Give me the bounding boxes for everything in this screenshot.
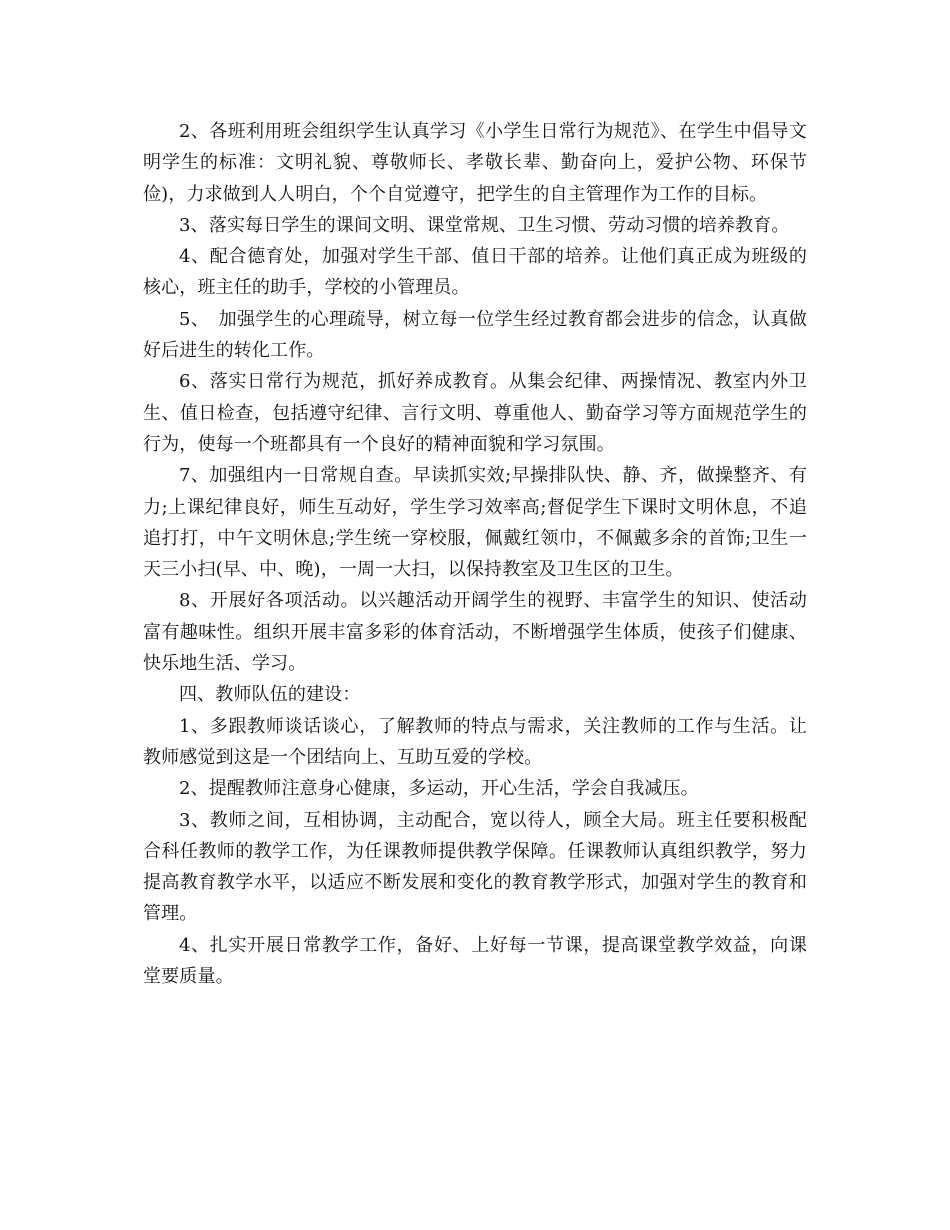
paragraph-teacher-cooperation: 3、教师之间，互相协调，主动配合，宽以待人，顾全大局。班主任要积极配合科任教师的教学工作，为任课教师提供教学保障。任课教师认真组织教学，努力提高教育教学水平，以适应不断发展和变化的教育教学形式，加强对学生的教育和管理。 — [143, 809, 807, 925]
paragraph-activities: 8、开展好各项活动。以兴趣活动开阔学生的视野、丰富学生的知识、使活动富有趣味性。组织开展丰富多彩的体育活动，不断增强学生体质，使孩子们健康、快乐地生活、学习。 — [143, 590, 807, 675]
section-heading-teacher-team: 四、教师队伍的建设： — [179, 684, 361, 706]
paragraph-student-cadres: 4、配合德育处，加强对学生干部、值日干部的培养。让他们真正成为班级的核心，班主任的助手，学校的小管理员。 — [143, 246, 807, 299]
paragraph-psychological-guidance: 5、 加强学生的心理疏导，树立每一位学生经过教育都会进步的信念，认真做好后进生的转化工作。 — [143, 308, 807, 362]
paragraph-class-meeting-norms: 2、各班利用班会组织学生认真学习《小学生日常行为规范》、在学生中倡导文明学生的标准：文明礼貌、尊敬师长、孝敬长辈、勤奋向上，爱护公物、环保节俭)，力求做到人人明白，个个自觉遵守，把学生的自主管理作为工作的目标。 — [143, 121, 807, 205]
paragraph-daily-self-check: 7、加强组内一日常规自查。早读抓实效;早操排队快、静、齐，做操整齐、有力;上课纪律良好，师生互动好，学生学习效率高;督促学生下课时文明休息，不追追打打，中午文明休息;学生统一穿校服，佩戴红领巾，不佩戴多余的首饰;卫生一天三小扫(早、中、晚)，一周一大扫，以保持教室及卫生区的卫生。 — [143, 465, 807, 581]
paragraph-daily-teaching: 4、扎实开展日常教学工作，备好、上好每一节课，提高课堂教学效益，向课堂要质量。 — [143, 934, 807, 988]
paragraph-teacher-talks: 1、多跟教师谈话谈心，了解教师的特点与需求，关注教师的工作与生活。让教师感觉到这是一个团结向上、互助互爱的学校。 — [143, 715, 807, 768]
document-body — [143, 116, 807, 992]
paragraph-teacher-health: 2、提醒教师注意身心健康，多运动，开心生活，学会自我减压。 — [179, 778, 699, 800]
paragraph-daily-habits: 3、落实每日学生的课间文明、课堂常规、卫生习惯、劳动习惯的培养教育。 — [179, 214, 790, 236]
paragraph-behavior-norms: 6、落实日常行为规范，抓好养成教育。从集会纪律、两操情况、教室内外卫生、值日检查，包括遵守纪律、言行文明、尊重他人、勤奋学习等方面规范学生的行为，使每一个班都具有一个良好的精神面貌和学习氛围。 — [143, 371, 807, 455]
